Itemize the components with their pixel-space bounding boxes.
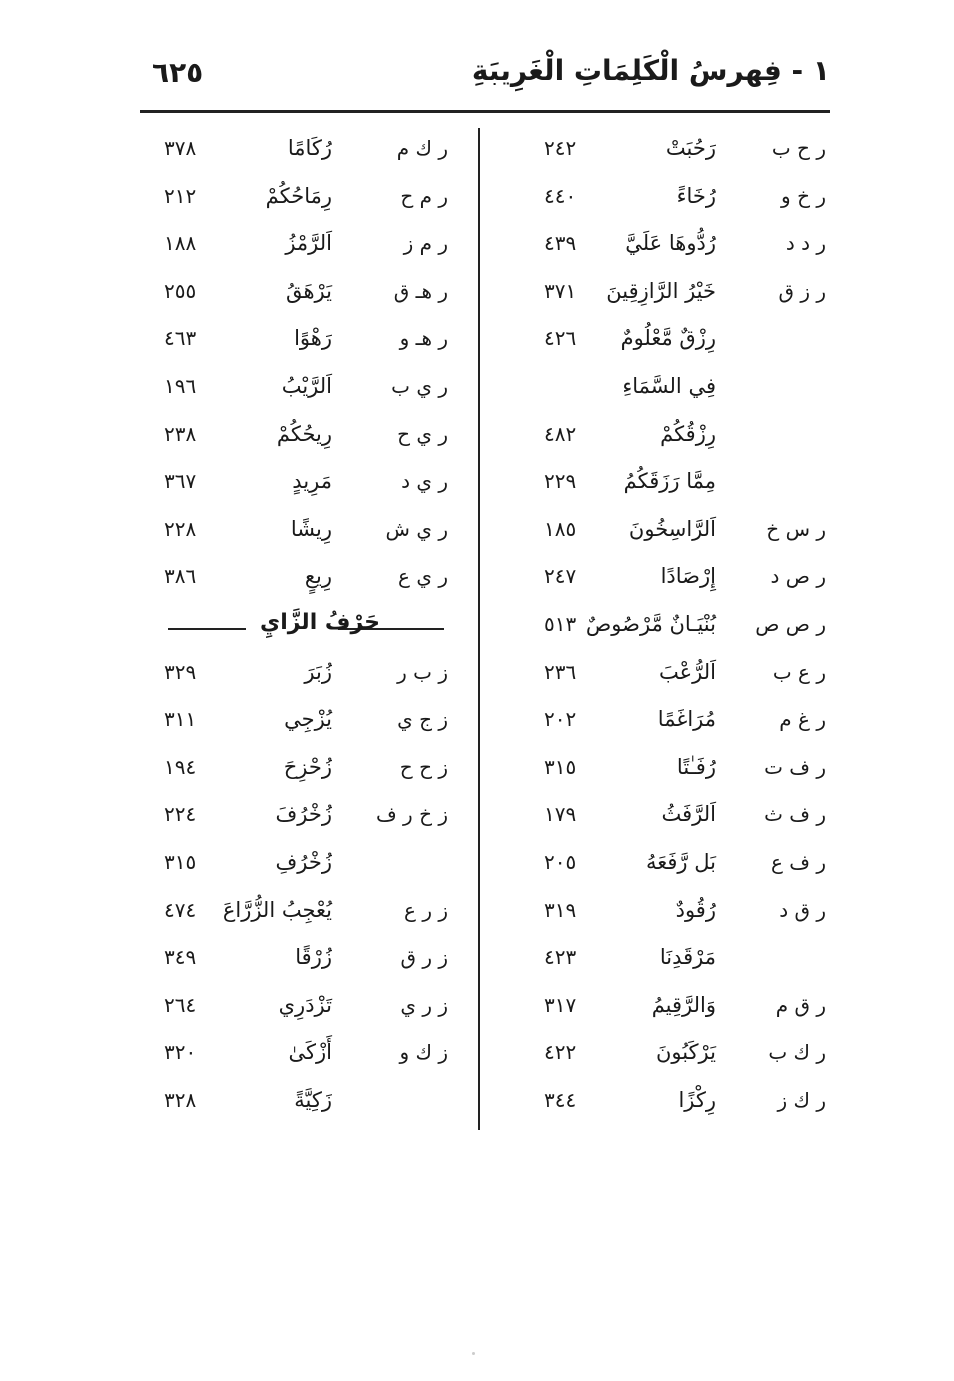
index-row [496,747,826,795]
root-letters: ر ع ب [772,659,826,684]
root-letters: ر ك ب [768,1040,826,1065]
root-letters: ر ي ش [385,516,448,541]
page-ref: ١٧٩ [544,802,577,827]
page-ref: ٣٤٤ [544,1087,577,1112]
page-ref: ٣١٥ [544,754,577,779]
root-letters: ر ي د [401,469,448,494]
index-word: أَزْكَىٰ [288,1040,332,1065]
page-ref: ٣٨٦ [164,564,197,589]
index-word: رُفَـٰتًا [676,754,716,779]
index-row [496,890,826,938]
page-number: ٦٢٥ [152,56,204,89]
page-ref: ٢٢٨ [164,516,197,541]
index-word: خَيْرُ الرَّازِقِينَ [606,278,716,303]
section-title: حَرْفُ الزَّايِ [260,609,380,635]
page-ref: ٣٤٩ [164,945,197,970]
index-word: اَلرَّفَثُ [661,802,716,827]
index-word: رُقُودٌ [675,897,716,922]
page-ref: ٤٦٣ [164,326,197,351]
root-letters: ر هـ ق [393,278,448,303]
index-row [496,937,826,985]
root-letters: ر ك م [396,136,448,160]
page-ref: ١٩٦ [164,373,197,398]
index-row [150,223,480,271]
index-word: رِيعٍ [304,564,332,589]
page-ref: ٣١١ [164,707,197,732]
index-word: مَرْقَدِنَا [659,945,716,970]
index-row [150,366,480,414]
index-row [150,414,480,462]
section-rule-left [168,628,246,630]
page-ref: ٢٠٥ [544,849,577,874]
page-ref: ٣٢٩ [164,659,197,684]
root-letters: ز ر ي [400,992,448,1017]
index-row [150,747,480,795]
index-row [496,1080,826,1128]
root-letters: ر ص د [770,564,826,589]
index-row [150,318,480,366]
root-letters: ر ف ث [764,802,826,827]
index-row [496,176,826,224]
page-ref: ١٨٨ [164,231,197,256]
index-word: رَحُبَتْ [665,136,716,160]
index-word: فِي السَّمَاءِ [622,373,716,398]
index-word: مَرِيدٍ [292,469,332,494]
index-word: زُخْرُفِ [275,849,332,874]
index-word: مُرَاغَمًا [657,707,716,732]
page-ref: ٣٧٨ [164,136,197,160]
index-row [150,842,480,890]
index-word: رِيشًا [290,516,332,541]
index-word: اَلرَّاسِخُونَ [628,516,716,541]
index-row [150,556,480,604]
root-letters: ر ف ع [770,849,826,874]
index-word: يُعْجِبُ الزُّرَّاعَ [222,897,332,922]
index-row [496,699,826,747]
index-row [496,1032,826,1080]
page-ref: ٣٧١ [544,278,577,303]
root-letters: ر هـ و [399,326,448,351]
root-letters: ر ح ب [771,136,826,160]
index-row [496,842,826,890]
page-ref: ٢٦٤ [164,992,197,1017]
index-row [150,509,480,557]
index-word: رِيحُكُمْ [276,421,332,446]
page-ref: ٢٥٥ [164,278,197,303]
page-ref: ٣٢٠ [164,1040,197,1065]
root-letters: ر ص ص [755,611,826,636]
page-ref: ٤٨٢ [544,421,577,446]
page-ref: ٣١٧ [544,992,577,1017]
root-letters: ر ي ب [391,373,448,398]
page-ref: ٤٢٦ [544,326,577,351]
page-ref: ٢١٢ [164,183,197,208]
index-word: زُرْقًا [295,945,332,970]
index-row [496,366,826,414]
page-ref: ٢٣٨ [164,421,197,446]
index-row [150,652,480,700]
root-letters: ر م ز [403,231,448,256]
root-letters: ر ي ع [398,564,448,589]
index-word: رِكْزًا [678,1087,716,1112]
index-word: يَرْهَقُ [285,278,332,303]
index-row [150,128,480,176]
root-letters: ز ب ر [397,659,448,684]
right-column [496,128,826,1127]
index-word: رِزْقُكُمْ [660,421,716,446]
index-row [150,937,480,985]
index-row [150,176,480,224]
root-letters: ز ر ع [404,897,448,922]
page-ref: ٣٦٧ [164,469,197,494]
left-column [150,128,480,1127]
index-row [496,985,826,1033]
header-rule [140,110,830,113]
page-ref: ٢٤٢ [544,136,577,160]
index-word: تَزْدَرِي [278,992,332,1017]
index-row [150,271,480,319]
index-row [496,271,826,319]
root-letters: ر س خ [766,516,826,541]
page-ref: ٢٢٤ [164,802,197,827]
root-letters: ر خ و [781,183,826,208]
root-letters: ر ز ق [778,278,826,303]
root-letters: ر ي ح [397,421,448,446]
page-header [140,52,830,102]
root-letters: ر د د [785,231,826,256]
index-word: رُخَاءً [676,183,716,208]
root-letters: ر غ م [779,707,826,732]
index-word: رَهْوًا [294,326,332,351]
index-row [150,461,480,509]
page-ref: ١٨٥ [544,516,577,541]
root-letters: ر ف ت [764,754,826,779]
page-ref: ١٩٤ [164,754,197,779]
root-letters: ز ك و [399,1040,448,1065]
index-word: رِزْقٌ مَّعْلُومٌ [620,326,716,351]
page-ref: ٢٤٧ [544,564,577,589]
root-letters: ر ك ز [777,1087,826,1112]
root-letters: ز ح ح [399,754,448,779]
page-ref: ٢٢٩ [544,469,577,494]
index-row [496,414,826,462]
index-row [496,128,826,176]
index-word: زُبَرَ [304,659,332,684]
index-row [150,890,480,938]
index-word: اَلرَّمْزُ [285,231,332,256]
index-word: يُزْجِي [284,707,332,732]
index-word: يَرْكَبُونَ [655,1040,716,1065]
page-ref: ٤٧٤ [164,897,197,922]
root-letters: ر ق د [779,897,826,922]
index-word: إِرْصَادًا [660,564,716,589]
page-ref: ٤٢٢ [544,1040,577,1065]
index-row [496,652,826,700]
section-heading [150,604,480,652]
index-word: زَكِيَّةً [294,1087,332,1112]
index-word: اَلرَّيْبُ [281,373,332,398]
index-word: زُحْزِحَ [283,754,332,779]
index-word: رِمَاحُكُمْ [265,183,332,208]
index-row [496,556,826,604]
index-word: رُدُّوهَا عَلَيَّ [625,231,716,256]
page-ref: ٣١٥ [164,849,197,874]
page-title: ١ - فِهرسُ الْكَلِمَاتِ الْغَرِيبَةِ [471,54,830,87]
index-word: بُنْيَـانٌ مَّرْصُوصٌ [585,611,716,636]
scan-speck [472,1352,475,1355]
page-ref: ٥١٣ [544,611,577,636]
page-ref: ٤٣٩ [544,231,577,256]
page-ref: ٢٣٦ [544,659,577,684]
index-word: مِمَّا رَزَقَكُمُ [623,469,716,494]
index-word: وَالرَّقِيمُ [651,992,716,1017]
root-letters: ر ق م [775,992,826,1017]
index-word: رُكَامًا [287,136,332,160]
index-word: زُخْرُفَ [275,802,332,827]
index-row [496,223,826,271]
index-row [150,985,480,1033]
page-ref: ٣١٩ [544,897,577,922]
root-letters: ر م ح [400,183,448,208]
page-ref: ٢٠٢ [544,707,577,732]
page-ref: ٤٢٣ [544,945,577,970]
index-row [496,461,826,509]
root-letters: ز ر ق [400,945,448,970]
page-ref: ٣٢٨ [164,1087,197,1112]
page-ref: ٤٤٠ [544,183,577,208]
index-word: بَل رَّفَعَهُ [646,849,716,874]
index-row [496,318,826,366]
index-row [150,794,480,842]
index-row [496,509,826,557]
index-word: اَلرُّعْبَ [659,659,716,684]
index-row [496,604,826,652]
index-row [496,794,826,842]
root-letters: ز ج ي [397,707,448,732]
index-row [150,1032,480,1080]
index-row [150,1080,480,1128]
root-letters: ز خ ر ف [375,802,448,827]
index-row [150,699,480,747]
